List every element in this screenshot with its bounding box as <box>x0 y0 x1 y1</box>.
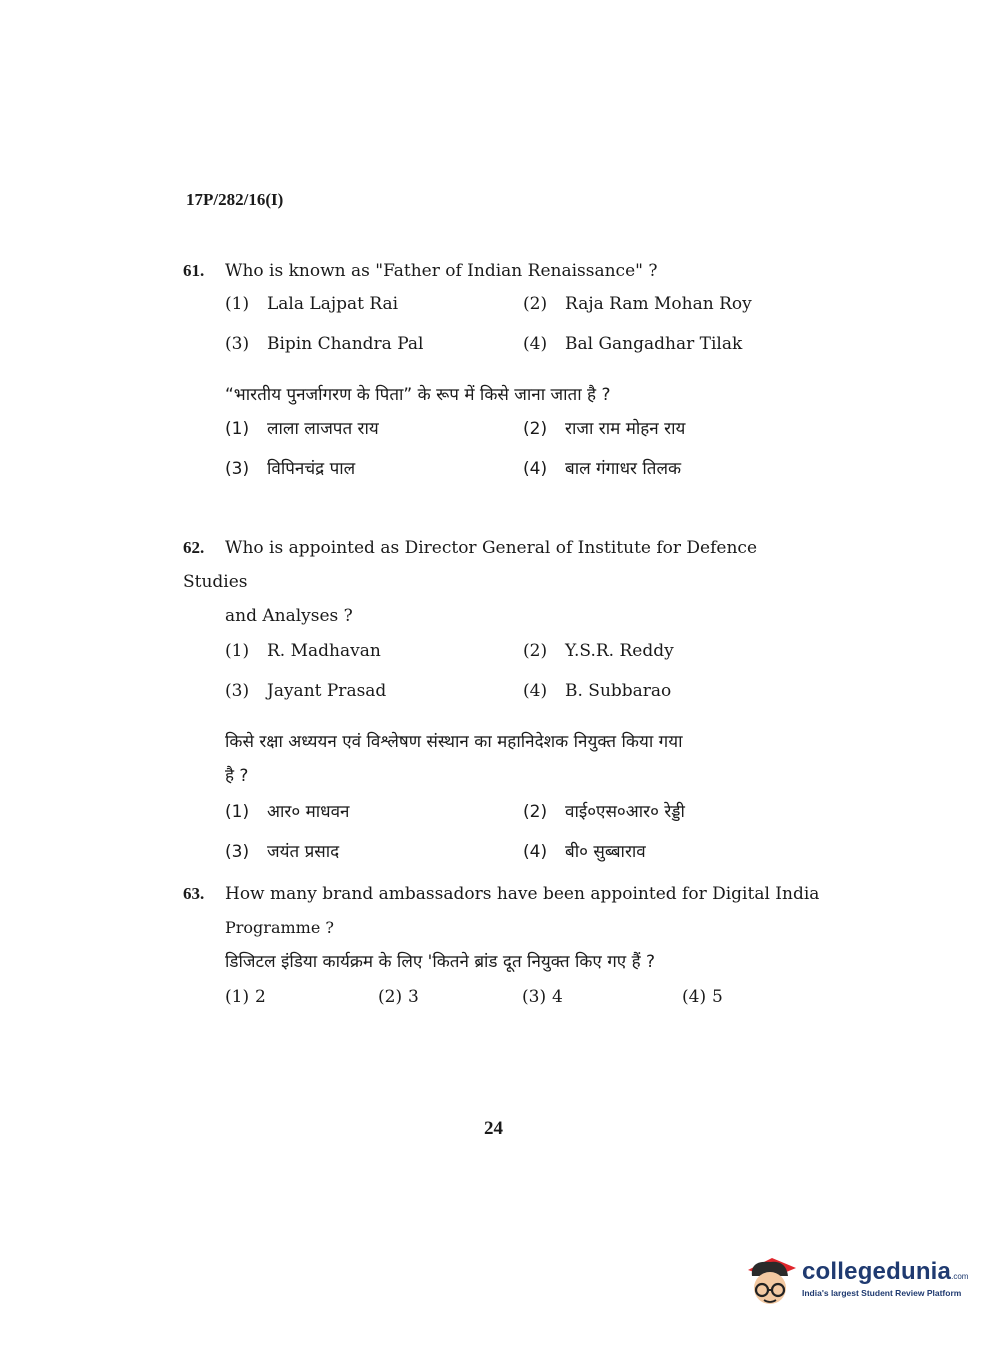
option-1: (1) आर० माधवन <box>225 802 350 822</box>
page-number: 24 <box>484 1118 503 1139</box>
option-4: (4) बी० सुब्बाराव <box>523 842 646 862</box>
brand-tagline: India's largest Student Review Platform <box>802 1288 962 1298</box>
option-2: (2) वाई०एस०आर० रेड्डी <box>523 802 685 822</box>
question-text-hindi: किसे रक्षा अध्ययन एवं विश्लेषण संस्थान का महानिदेशक नियुक्त किया गया <box>225 732 683 752</box>
option-4: (4) Bal Gangadhar Tilak <box>523 334 743 354</box>
question-text-english: Who is known as "Father of Indian Renaissance" ? <box>225 261 658 281</box>
brand-name: collegedunia <box>802 1258 952 1285</box>
option-3: (3) Jayant Prasad <box>225 681 387 701</box>
question-number: 61. <box>183 261 205 280</box>
option-2: (2) Raja Ram Mohan Roy <box>523 294 752 314</box>
question-text-hindi: डिजिटल इंडिया कार्यक्रम के लिए 'कितने ब्रांड दूत नियुक्त किए गए हैं ? <box>225 952 656 972</box>
option-1: (1) लाला लाजपत राय <box>225 419 379 439</box>
option-1: (1) Lala Lajpat Rai <box>225 294 399 314</box>
question-text-english-cont: and Analyses ? <box>225 606 353 626</box>
hindi-options <box>225 799 823 879</box>
option-4: (4) बाल गंगाधर तिलक <box>523 459 682 479</box>
paper-code: 17P/282/16(I) <box>186 190 284 209</box>
question-61 <box>183 254 823 496</box>
english-options <box>225 294 823 374</box>
question-number: 63. <box>183 884 205 903</box>
question-text-hindi-cont: है ? <box>225 766 249 786</box>
question-62 <box>183 531 823 879</box>
option-1: (1) R. Madhavan <box>225 641 381 661</box>
option-2: (2) राजा राम मोहन राय <box>523 419 686 439</box>
option-2: (2) Y.S.R. Reddy <box>523 641 674 661</box>
option-2: (2) 3 <box>378 987 419 1007</box>
question-number: 62. <box>183 538 205 557</box>
question-text-hindi: “भारतीय पुनर्जागरण के पिता” के रूप में किसे जाना जाता है ? <box>225 385 611 405</box>
english-options <box>225 641 823 721</box>
question-63 <box>183 877 823 1027</box>
option-1: (1) 2 <box>225 987 266 1007</box>
question-text-english-cont: Programme ? <box>225 918 334 937</box>
option-4: (4) 5 <box>682 987 723 1007</box>
option-3: (3) 4 <box>522 987 563 1007</box>
student-mascot-icon <box>742 1252 800 1310</box>
option-4: (4) B. Subbarao <box>523 681 672 701</box>
options <box>225 987 823 1027</box>
option-3: (3) जयंत प्रसाद <box>225 842 340 862</box>
collegedunia-logo <box>742 1252 972 1312</box>
option-3: (3) विपिनचंद्र पाल <box>225 459 356 479</box>
option-3: (3) Bipin Chandra Pal <box>225 334 424 354</box>
brand-tld: .com <box>951 1272 969 1281</box>
hindi-options <box>225 416 823 496</box>
question-text-english: Who is appointed as Director General of Institute for Defence Studies <box>183 538 758 592</box>
question-text-english: How many brand ambassadors have been appointed for Digital India <box>225 884 820 904</box>
